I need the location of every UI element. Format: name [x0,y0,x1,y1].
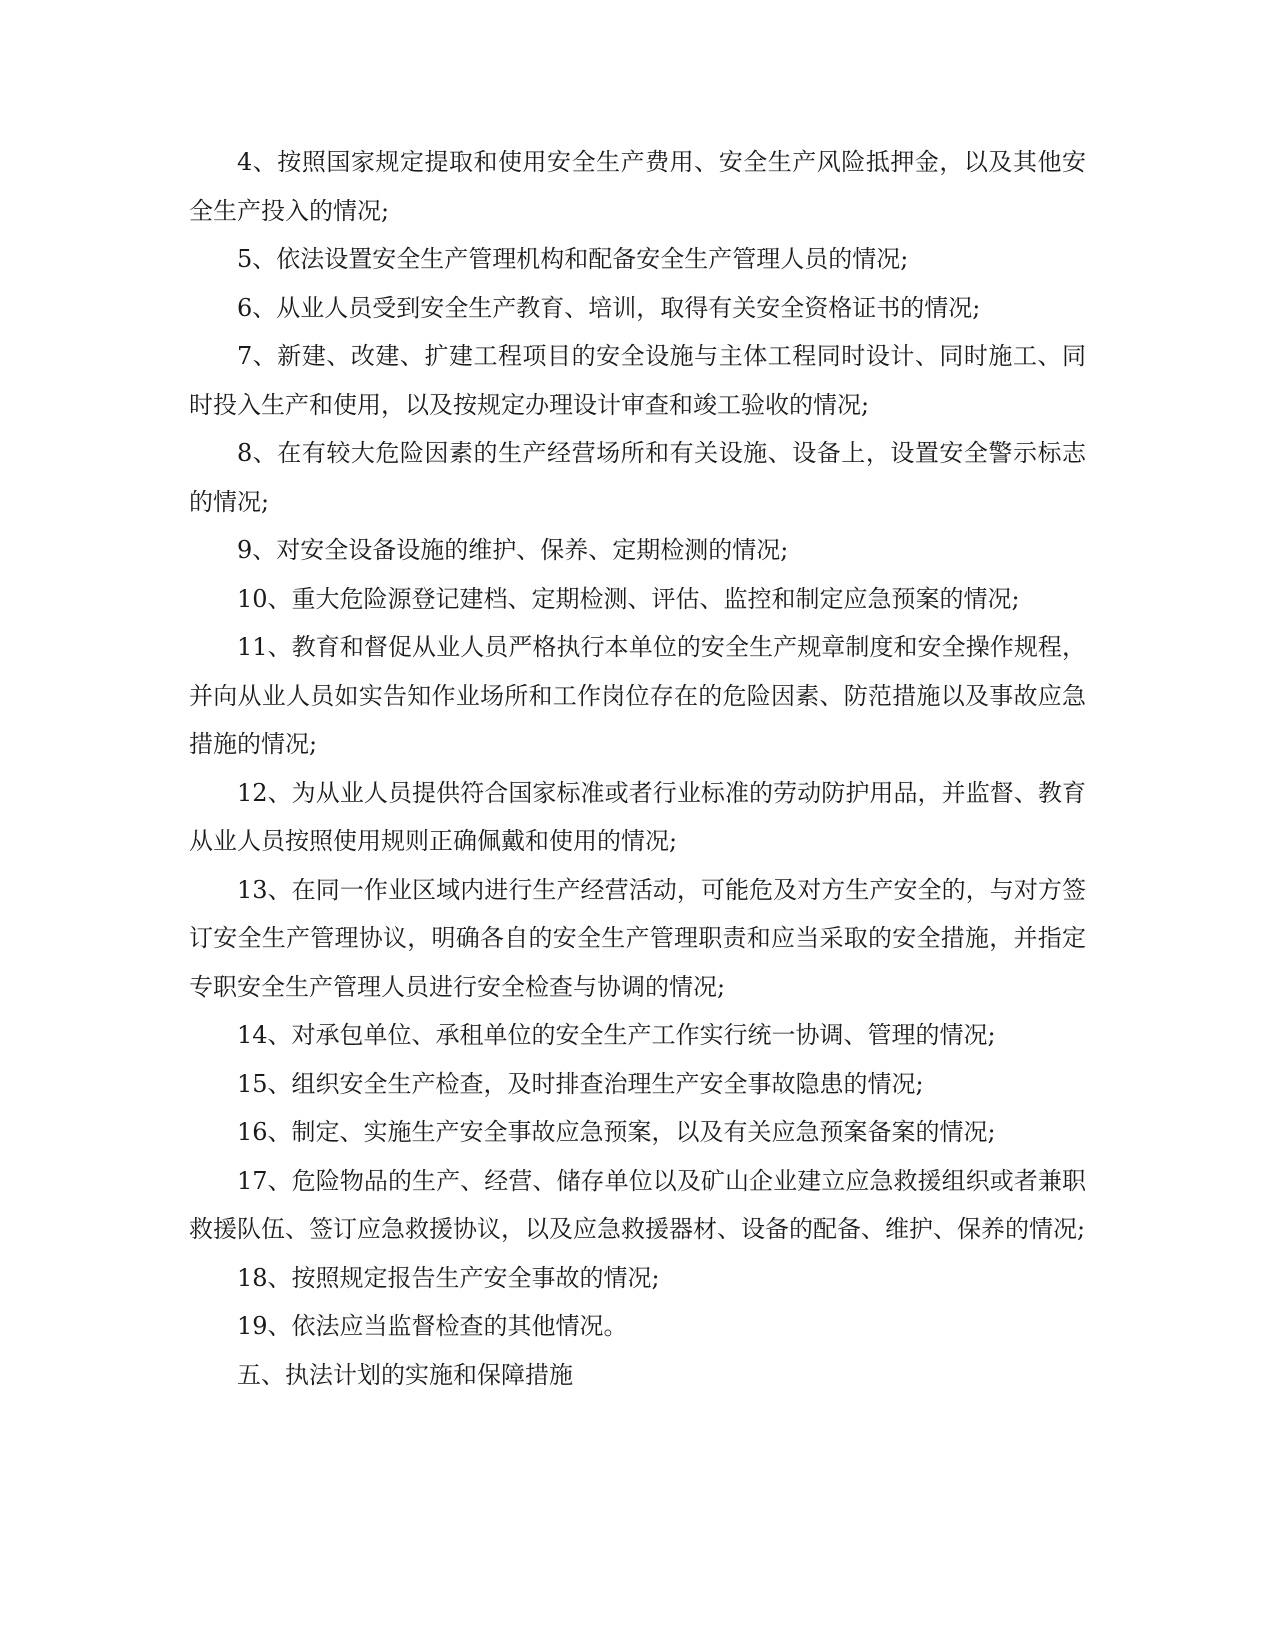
document-body [189,138,1086,1399]
paragraph-item-5: 5、依法设置安全生产管理机构和配备安全生产管理人员的情况; [237,245,909,273]
paragraph-item-16: 16、制定、实施生产安全事故应急预案，以及有关应急预案备案的情况; [237,1118,996,1146]
paragraph-item-4: 4、按照国家规定提取和使用安全生产费用、安全生产风险抵押金，以及其他安全生产投入的情况; [189,148,1086,225]
paragraph-item-7: 7、新建、改建、扩建工程项目的安全设施与主体工程同时设计、同时施工、同时投入生产和使用，以及按规定办理设计审查和竣工验收的情况; [189,342,1086,419]
paragraph-item-18: 18、按照规定报告生产安全事故的情况; [237,1263,660,1292]
paragraph-item-17: 17、危险物品的生产、经营、储存单位以及矿山企业建立应急救援组织或者兼职救援队伍、签订应急救援协议，以及应急救援器材、设备的配备、维护、保养的情况; [189,1166,1086,1243]
paragraph-item-12: 12、为从业人员提供符合国家标准或者行业标准的劳动防护用品，并监督、教育从业人员按照使用规则正确佩戴和使用的情况; [189,778,1086,855]
paragraph-item-8: 8、在有较大危险因素的生产经营场所和有关设施、设备上，设置安全警示标志的情况; [189,439,1086,516]
paragraph-item-9: 9、对安全设备设施的维护、保养、定期检测的情况; [237,536,789,564]
paragraph-item-6: 6、从业人员受到安全生产教育、培训，取得有关安全资格证书的情况; [237,293,981,322]
paragraph-item-10: 10、重大危险源登记建档、定期检测、评估、监控和制定应急预案的情况; [237,584,1020,613]
paragraph-item-13: 13、在同一作业区域内进行生产经营活动，可能危及对方生产安全的，与对方签订安全生产管理协议，明确各自的安全生产管理职责和应当采取的安全措施，并指定专职安全生产管理人员进行安全检查与协调的情况; [189,875,1086,1001]
paragraph-item-15: 15、组织安全生产检查，及时排查治理生产安全事故隐患的情况; [237,1069,924,1098]
section-heading-5: 五、执法计划的实施和保障措施 [237,1360,573,1389]
paragraph-item-19: 19、依法应当监督检查的其他情况。 [237,1312,628,1340]
paragraph-item-14: 14、对承包单位、承租单位的安全生产工作实行统一协调、管理的情况; [237,1021,996,1049]
paragraph-item-11: 11、教育和督促从业人员严格执行本单位的安全生产规章制度和安全操作规程，并向从业人员如实告知作业场所和工作岗位存在的危险因素、防范措施以及事故应急措施的情况; [189,633,1086,758]
